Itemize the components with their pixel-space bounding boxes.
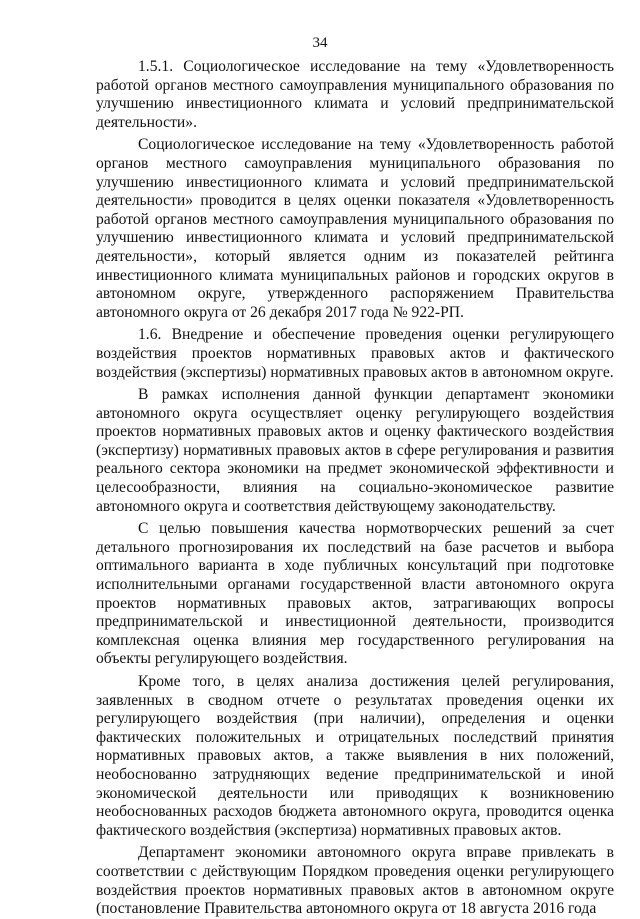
paragraph-survey-description: Социологическое исследование на тему «Удовлетворенность работой органов местного самоуправления муниципального образования по улучшению инвестиционного климата и условий предпринимательской деятельности» проводится в целях оценки показателя «Удовлетворенность работой органов местного самоуправления муниципального образования по улучшению инвестиционного климата и условий предпринимательской деятельности», который является одним из показателей рейтинга инвестиционного климата муниципальных районов и городских округов в автономном округе, утвержденного распоряжением Правительства автономного округа от 26 декабря 2017 года № 922-РП.	[96, 136, 614, 321]
paragraph-quality-improvement: С целью повышения качества нормотворческих решений за счет детального прогнозирования их последствий на базе расчетов и выбора оптимального варианта в ходе публичных консультаций при подготовке исполнительными органами государственной власти автономного округа проектов нормативных правовых актов, затрагивающих вопросы предпринимательской и инвестиционной деятельности, производится комплексная оценка влияния мер государственного регулирования на объекты регулирующего воздействия.	[96, 520, 614, 668]
paragraph-section-1-6: 1.6. Внедрение и обеспечение проведения оценки регулирующего воздействия проектов нормативных правовых актов и фактического воздействия (экспертизы) нормативных правовых актов в автономном округе.	[96, 326, 614, 381]
paragraph-department-rights: Департамент экономики автономного округа вправе привлекать в соответствии с действующим Порядком проведения оценки регулирующего воздействия проектов нормативных правовых актов в автономном округе (постановление Правительства автономного округа от 18 августа 2016 года	[96, 844, 614, 918]
page-number: 34	[312, 35, 328, 51]
paragraph-regulation-analysis: Кроме того, в целях анализа достижения целей регулирования, заявленных в сводном отчете о результатах проведения оценки их регулирующего воздействия (при наличии), определения и оценки фактических положительных и отрицательных последствий принятия нормативных правовых актов, а также выявления в них положений, необоснованно затрудняющих ведение предпринимательской и иной экономической деятельности или приводящих к возникновению необоснованных расходов бюджета автономного округа, проводится оценка фактического воздействия (экспертиза) нормативных правовых актов.	[96, 673, 614, 839]
paragraph-section-1-5-1: 1.5.1. Социологическое исследование на тему «Удовлетворенность работой органов местного самоуправления муниципального образования по улучшению инвестиционного климата и условий предпринимательской деятельности».	[96, 58, 614, 131]
body-text	[96, 58, 614, 919]
paragraph-department-function: В рамках исполнения данной функции департамент экономики автономного округа осуществляет оценку регулирующего воздействия проектов нормативных правовых актов и оценку фактического воздействия (экспертизу) нормативных правовых актов в сфере регулирования и развития реального сектора экономики на предмет экономической эффективности и целесообразности, влияния на социально-экономическое развитие автономного округа и соответствия действующему законодательству.	[96, 386, 614, 515]
